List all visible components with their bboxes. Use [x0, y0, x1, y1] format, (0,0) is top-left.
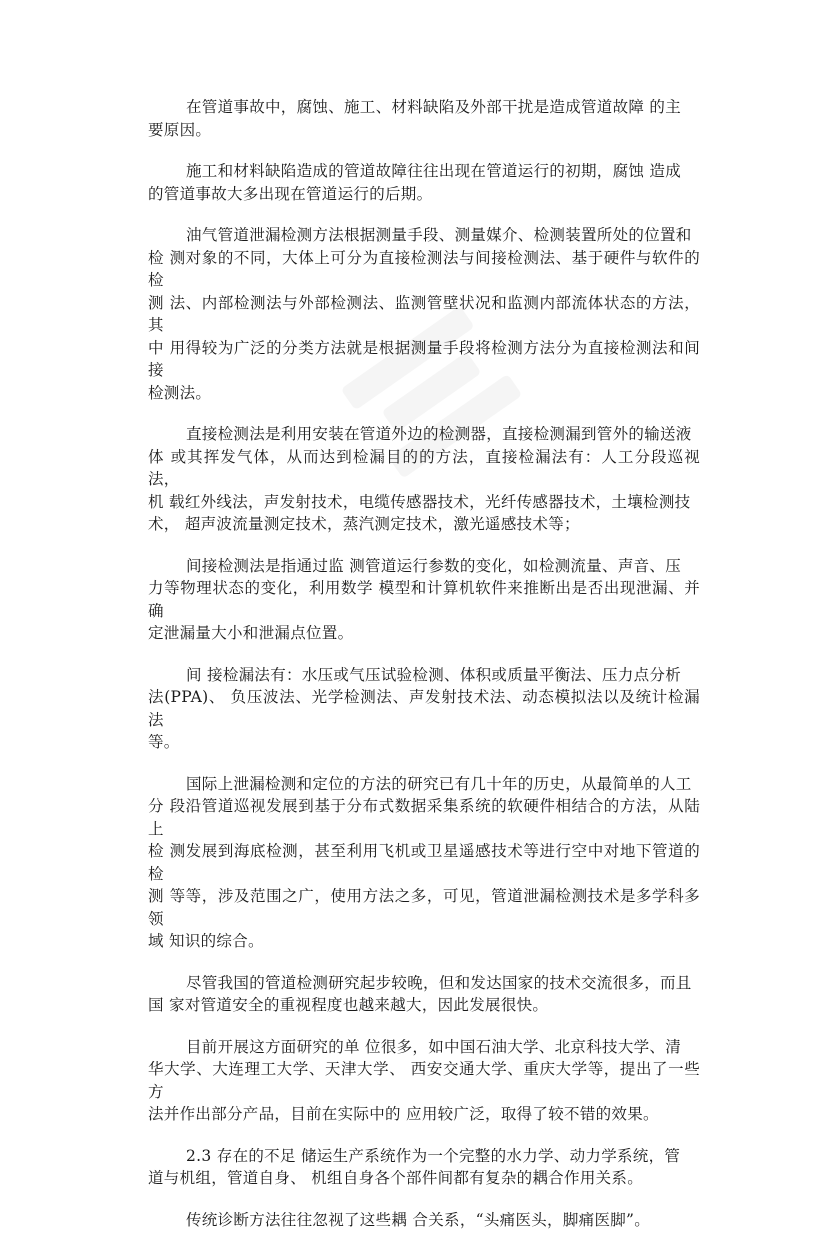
paragraph-line: 定泄漏量大小和泄漏点位置。: [148, 624, 354, 642]
paragraph: [148, 160, 700, 205]
paragraph-line: 国 家对管道安全的重视程度也越来越大，因此发展很快。: [148, 996, 549, 1014]
paragraph: [148, 664, 700, 754]
paragraph-line: 油气管道泄漏检测方法根据测量手段、测量媒介、检测装置所处的位置和: [186, 226, 692, 244]
paragraph-line: 分 段沿管道巡视发展到基于分布式数据采集系统的软硬件相结合的方法，从陆上: [148, 797, 700, 838]
paragraph-line: 直接检测法是利用安装在管道外边的检测器，直接检测漏到管外的输送液: [186, 425, 692, 443]
paragraph-line: 术， 超声波流量测定技术，蒸汽测定技术，激光遥感技术等；: [148, 515, 580, 533]
paragraph-line: 等。: [148, 733, 180, 751]
paragraph-line: 2.3 存在的不足 储运生产系统作为一个完整的水力学、动力学系统，管: [186, 1146, 681, 1165]
paragraph-line: 机 载红外线法，声发射技术，电缆传感器技术，光纤传感器技术，土壤检测技: [148, 492, 691, 511]
paragraph-line: 法(PPA)、 负压波法、光学检测法、声发射技术法、动态模拟法以及统计检漏法: [148, 688, 700, 729]
paragraph-line: 的管道事故大多出现在管道运行的后期。: [148, 184, 433, 203]
paragraph-line: 国际上泄漏检测和定位的方法的研究已有几十年的历史，从最简单的人工: [186, 774, 692, 793]
paragraph-line: 测 法、内部检测法与外部检测法、监测管壁状况和监测内部流体状态的方法，其: [148, 293, 700, 334]
paragraph: [148, 1145, 700, 1190]
paragraph-line: 尽管我国的管道检测研究起步较晚，但和发达国家的技术交流很多，而且: [186, 973, 692, 992]
paragraph: [148, 555, 700, 645]
paragraph-line: 测 等等，涉及范围之广，使用方法之多，可见，管道泄漏检测技术是多学科多领: [148, 887, 700, 928]
paragraph-line: 华大学、大连理工大学、天津大学、 西安交通大学、重庆大学等，提出了一些方: [148, 1060, 700, 1101]
paragraph: [148, 972, 700, 1017]
paragraph-line: 检 测对象的不同，大体上可分为直接检测法与间接检测法、基于硬件与软件的检: [148, 248, 700, 289]
paragraph: [148, 224, 700, 404]
document-body: [148, 96, 700, 1250]
paragraph-line: 在管道事故中，腐蚀、施工、材料缺陷及外部干扰是造成管道故障 的主: [186, 98, 682, 116]
paragraph-line: 间 接检漏法有：水压或气压试验检测、体积或质量平衡法、压力点分析: [186, 665, 682, 684]
paragraph: [148, 423, 700, 536]
paragraph: [148, 1036, 700, 1126]
paragraph-line: 体 或其挥发气体，从而达到检漏目的的方法，直接检漏法有：人工分段巡视法，: [148, 447, 700, 488]
paragraph-line: 域 知识的综合。: [148, 932, 264, 950]
paragraph: [148, 773, 700, 953]
paragraph-line: 检 测发展到海底检测，甚至利用飞机或卫星遥感技术等进行空中对地下管道的检: [148, 842, 700, 883]
paragraph-line: 力等物理状态的变化，利用数学 模型和计算机软件来推断出是否出现泄漏、并确: [148, 579, 700, 620]
paragraph-line: 中 用得较为广泛的分类方法就是根据测量手段将检测方法分为直接检测法和间接: [148, 338, 700, 379]
paragraph: [148, 1209, 700, 1232]
paragraph-line: 要原因。: [148, 120, 212, 139]
paragraph-line: 道与机组，管道自身、 机组自身各个部件间都有复杂的耦合作用关系。: [148, 1169, 644, 1187]
paragraph-line: 检测法。: [148, 383, 212, 402]
paragraph-line: 法并作出部分产品，目前在实际中的 应用较广泛，取得了较不错的效果。: [148, 1105, 659, 1123]
paragraph-line: 目前开展这方面研究的单 位很多，如中国石油大学、北京科技大学、清: [186, 1037, 682, 1056]
paragraph: [148, 96, 700, 141]
paragraph-line: 传统诊断方法往往忽视了这些耦 合关系，“头痛医头，脚痛医脚”。: [186, 1210, 651, 1229]
paragraph-line: 施工和材料缺陷造成的管道故障往往出现在管道运行的初期，腐蚀 造成: [186, 162, 682, 180]
paragraph-line: 间接检测法是指通过监 测管道运行参数的变化，如检测流量、声音、压: [186, 556, 682, 575]
